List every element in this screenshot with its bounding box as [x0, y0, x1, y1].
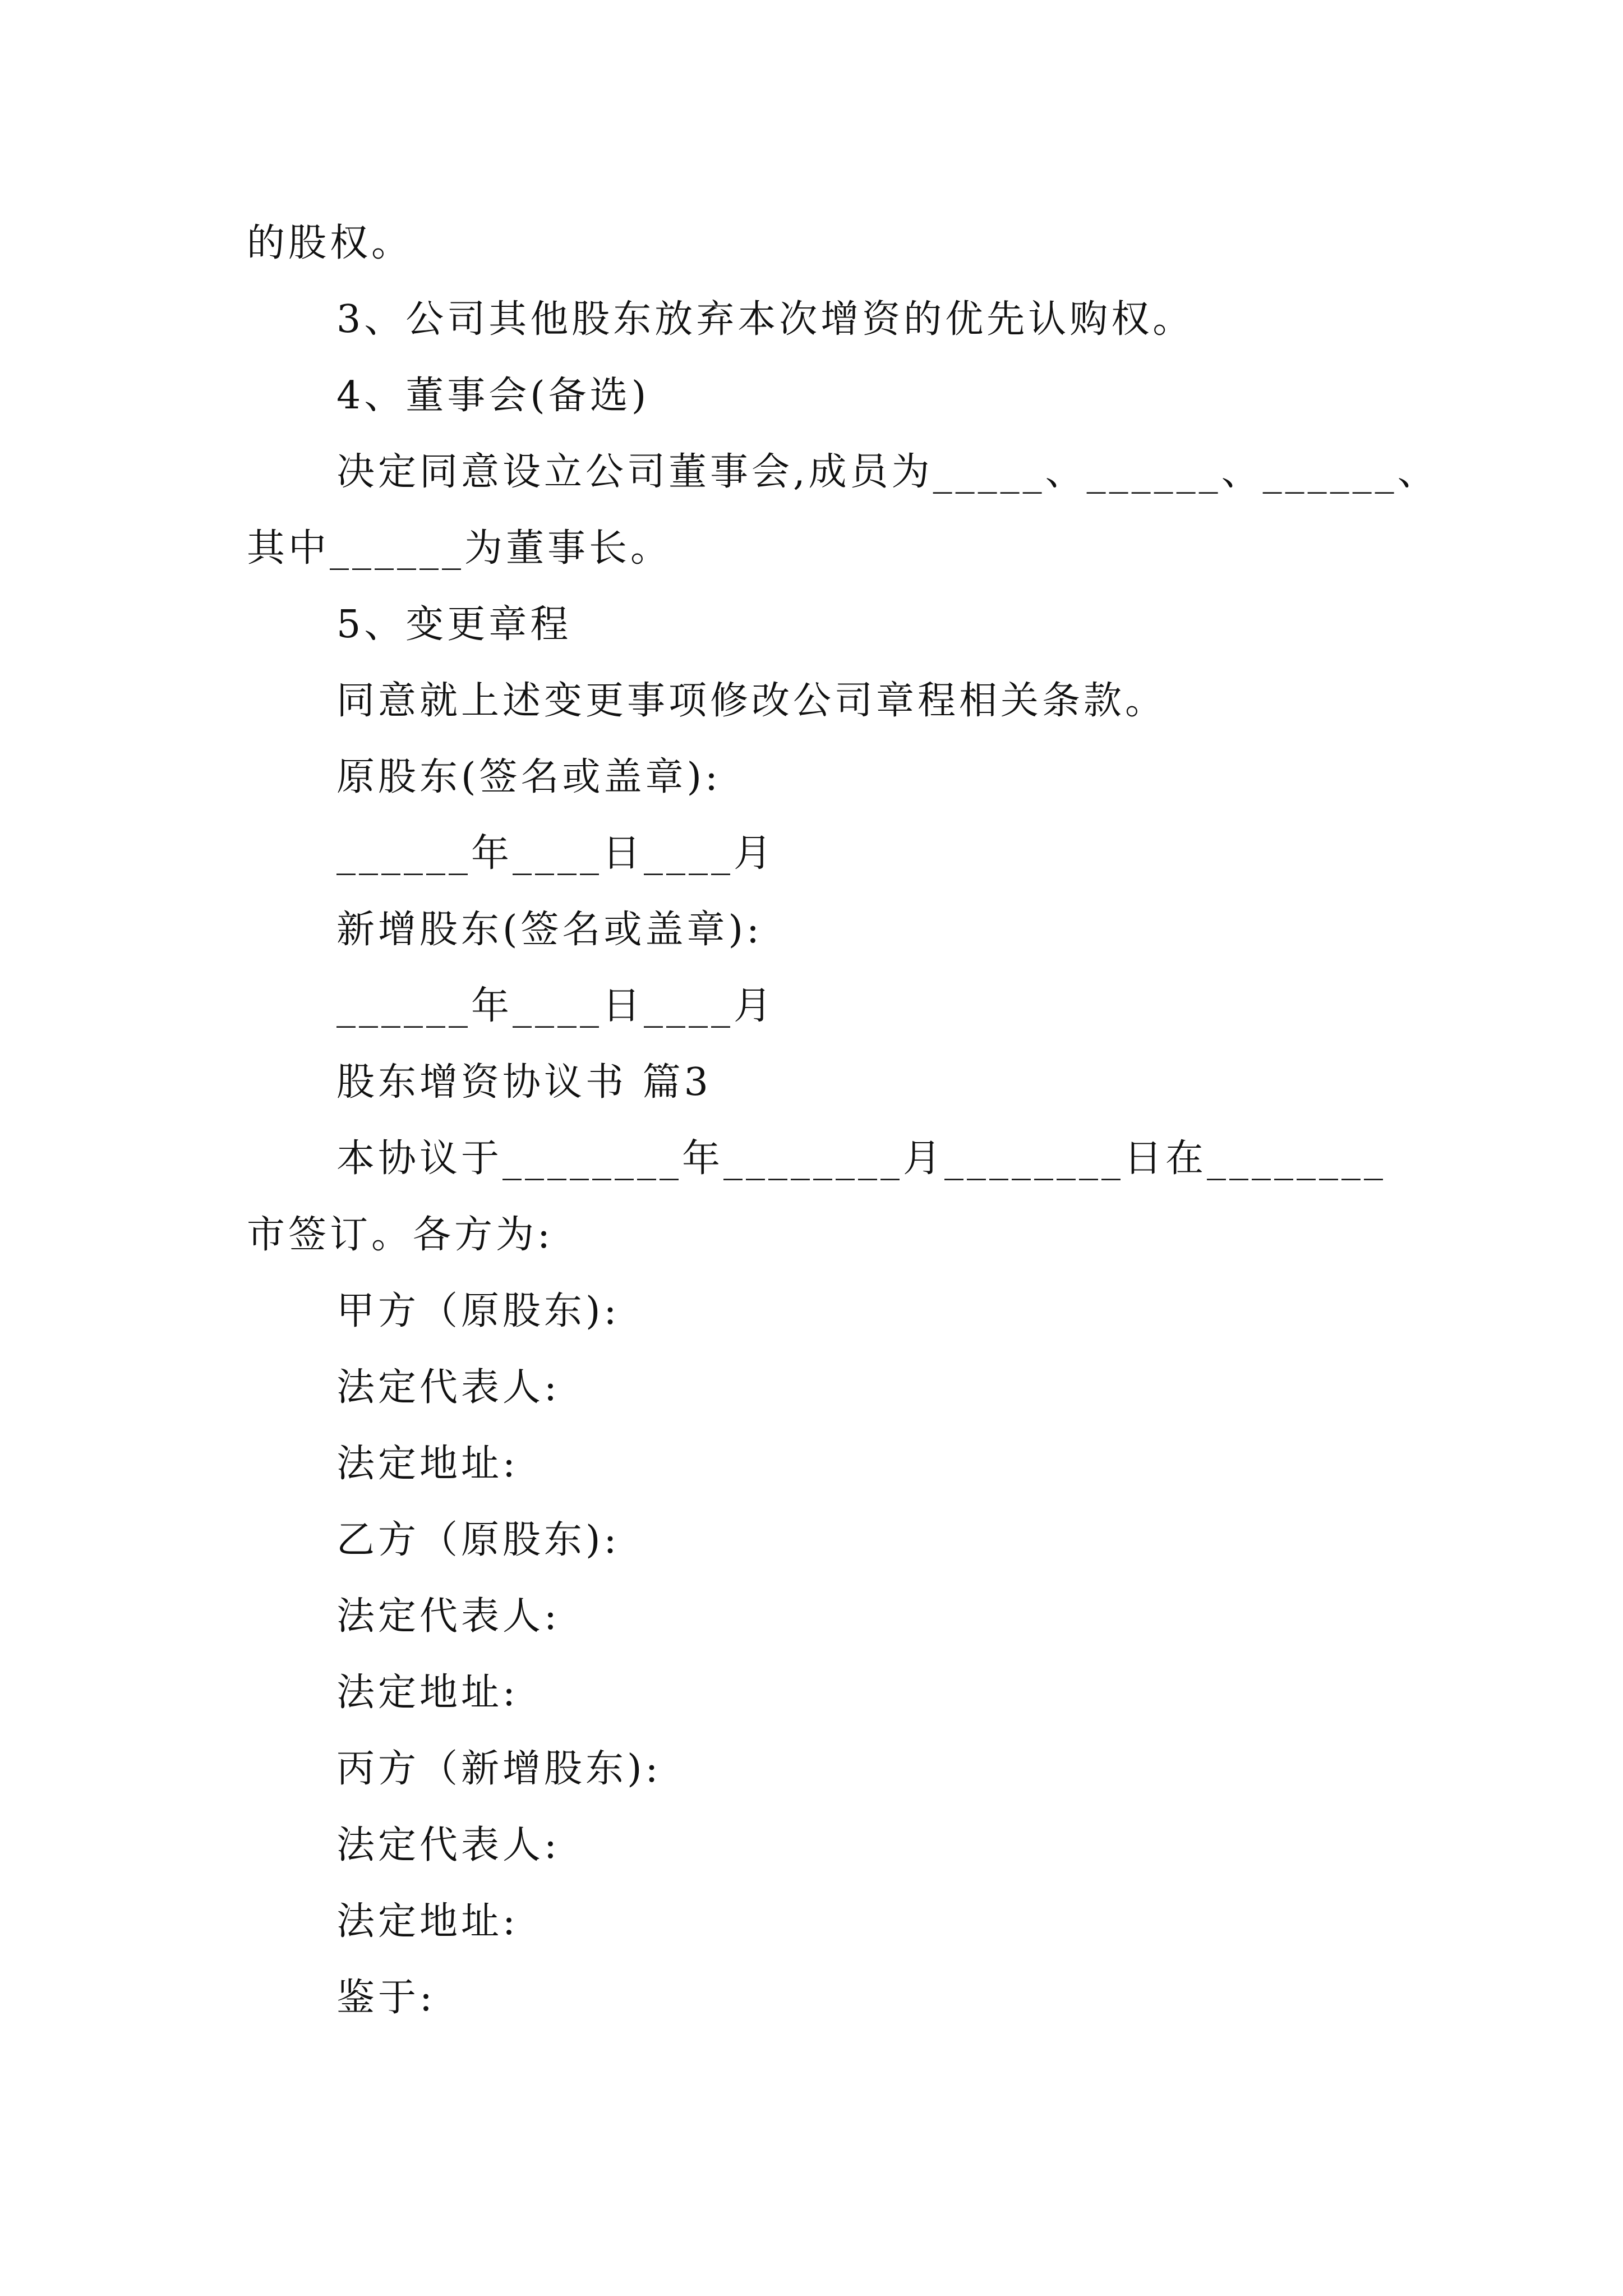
paragraph-line: 的股权。 — [247, 221, 413, 265]
party-b-representative: 法定代表人: — [336, 1594, 560, 1639]
clause-4-heading: 4、董事会(备选) — [336, 374, 650, 418]
agreement-date-place-line: 本协议于________年________月________日在________ — [336, 1137, 1387, 1181]
section-title: 股东增资协议书 篇3 — [336, 1060, 712, 1105]
clause-3: 3、公司其他股东放弃本次增资的优先认购权。 — [336, 297, 1195, 342]
agreement-parties-intro: 市签订。各方为: — [247, 1213, 554, 1257]
new-shareholder-signature: 新增股东(签名或盖章): — [336, 908, 763, 952]
original-shareholder-date: ______年____日____月 — [336, 831, 776, 876]
original-shareholder-signature: 原股东(签名或盖章): — [336, 755, 721, 799]
party-c-representative: 法定代表人: — [336, 1823, 560, 1867]
charter-amendment-line: 同意就上述变更事项修改公司章程相关条款。 — [336, 679, 1167, 723]
board-members-line: 决定同意设立公司董事会,成员为_____、______、______、 — [336, 450, 1439, 494]
party-c-label: 丙方（新增股东): — [336, 1747, 662, 1791]
party-a-label: 甲方（原股东): — [336, 1289, 620, 1333]
clause-5-heading: 5、变更章程 — [336, 602, 572, 647]
party-c-address: 法定地址: — [336, 1899, 519, 1944]
party-b-address: 法定地址: — [336, 1671, 519, 1715]
board-chair-line: 其中______为董事长。 — [247, 526, 672, 570]
party-b-label: 乙方（原股东): — [336, 1518, 620, 1562]
whereas-line: 鉴于: — [336, 1976, 436, 2020]
party-a-address: 法定地址: — [336, 1442, 519, 1486]
new-shareholder-date: ______年____日____月 — [336, 984, 776, 1028]
party-a-representative: 法定代表人: — [336, 1365, 560, 1410]
